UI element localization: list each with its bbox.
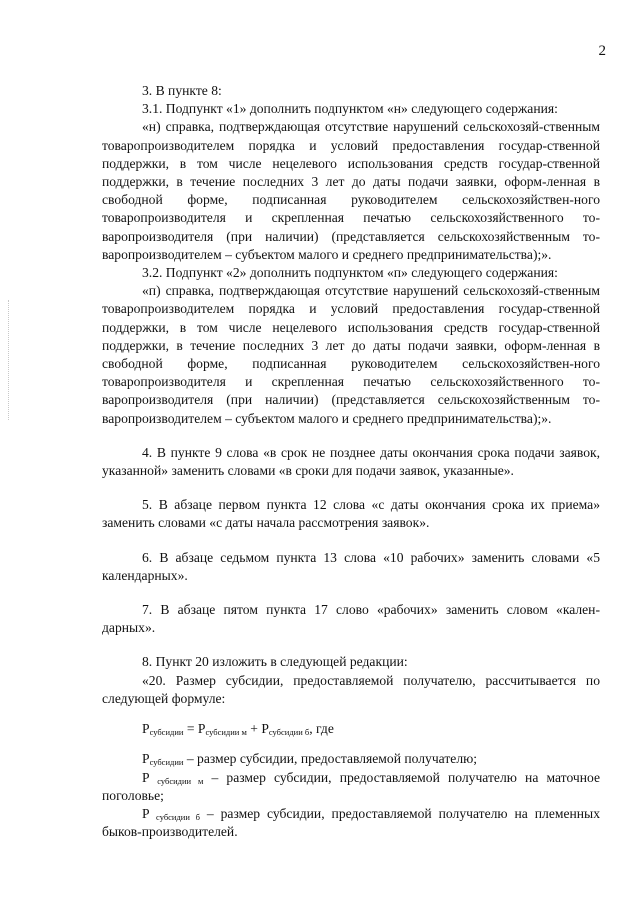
section-5: 5. В абзаце первом пункта 12 слова «с даты окончания срока их приема» заменить словами «с даты начала рассмотрения заявок». bbox=[102, 497, 600, 531]
definition-total: $P_{субсидии}$ – размер субсидии, предоставляемой получателю; bbox=[142, 751, 478, 768]
section-3-heading: 3. В пункте 8: bbox=[142, 83, 222, 98]
section-8-body: «20. Размер субсидии, предоставляемой получателю, рассчитывается по следующей формуле: bbox=[102, 672, 600, 706]
definition-maternal: P $_{субсидии м}$ – размер субсидии, предоставляемой получателю на маточное поголовье; bbox=[102, 769, 600, 803]
section-3-1-body: «н) справка, подтверждающая отсутствие нарушений сельскохозяй-ственным товаропроизводителем порядка и условий предоставления государ-ственной поддержки, в том числе нецелевого использования средств государ-ственной поддержки, в течение последних 3 лет до даты подачи заявки, оформ-ленная в свободной форме, подписанная руководителем сельскохозяйствен-ного товаропроизводителя и скрепленная печатью сельскохозяйственного то-варопроизводителя (при наличии) (представляется сельскохозяйственным то-варопроизводителем – субъектом малого и среднего предпринимательства);». bbox=[102, 119, 600, 262]
section-3-2-body: «п) справка, подтверждающая отсутствие нарушений сельскохозяй-ственным товаропроизводителем порядка и условий предоставления государ-ственной поддержки, в том числе нецелевого использования средств государ-ственной поддержки, в течение последних 3 лет до даты подачи заявки, оформ-ленная в свободной форме, подписанная руководителем сельскохозяйствен-ного товаропроизводителя и скрепленная печатью сельскохозяйственного то-варопроизводителя (при наличии) (представляется сельскохозяйственным то-варопроизводителем – субъектом малого и среднего предпринимательства);». bbox=[102, 283, 600, 426]
page-number: 2 bbox=[598, 43, 606, 59]
section-4: 4. В пункте 9 слова «в срок не позднее даты окончания срока подачи заявок, указанной» заменить словами «в сроки для подачи заявок, указанные». bbox=[102, 444, 600, 479]
section-7: 7. В абзаце пятом пункта 17 слово «рабочих» заменить словом «кален-дарных». bbox=[102, 602, 600, 636]
definition-bulls: P $_{субсидии б}$ – размер субсидии, предоставляемой получателю на племенных быков-производителей. bbox=[102, 805, 600, 840]
section-3-1-heading: 3.1. Подпункт «1» дополнить подпунктом «н» следующего содержания: bbox=[142, 101, 558, 117]
section-6: 6. В абзаце седьмом пункта 13 слова «10 рабочих» заменить словами «5 календарных». bbox=[102, 549, 600, 583]
section-8-heading: 8. Пункт 20 изложить в следующей редакции: bbox=[142, 654, 408, 670]
section-3-2-heading: 3.2. Подпункт «2» дополнить подпунктом «п» следующего содержания: bbox=[142, 265, 558, 281]
subsidy-formula: $P_{субсидии} = P_{субсидии м} + P_{субсидии б}$, где bbox=[142, 721, 334, 738]
document-body bbox=[102, 82, 600, 841]
scan-artifact bbox=[8, 300, 10, 420]
